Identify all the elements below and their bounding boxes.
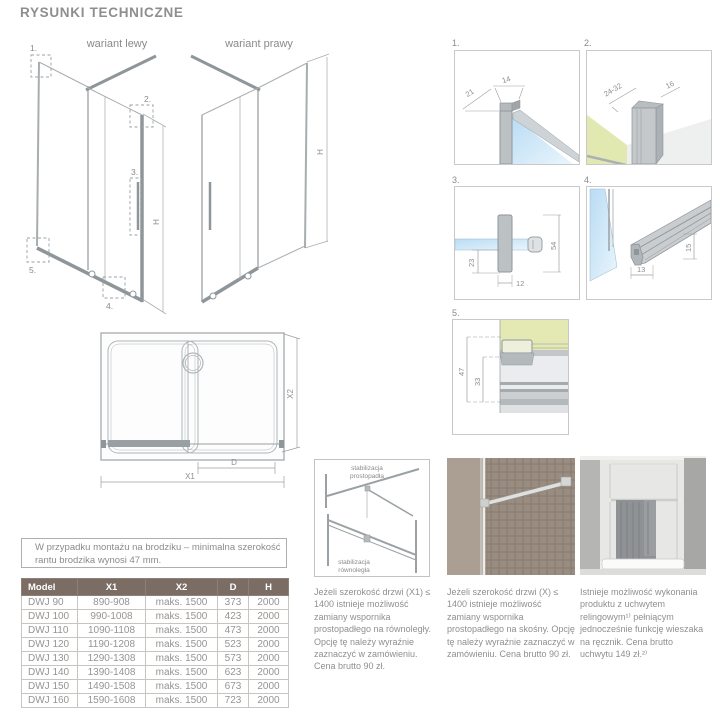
table-cell: 1190-1208 (78, 638, 146, 652)
stab-perpendicular-label-2: prostopadła (350, 473, 384, 480)
detail-1-dim-21: 21 (463, 86, 476, 99)
dim-h-left: H (152, 219, 161, 225)
stab-parallel-label-1: stabilizacja (338, 559, 370, 566)
table-cell: maks. 1500 (146, 694, 218, 708)
page-title: RYSUNKI TECHNICZNE (20, 5, 184, 20)
detail-3-box (454, 186, 580, 300)
table-cell: 2000 (249, 652, 289, 666)
table-cell: 523 (218, 638, 249, 652)
table-cell: DWJ 160 (22, 694, 78, 708)
table-cell: DWJ 140 (22, 666, 78, 680)
detail-3-drawing (455, 187, 579, 299)
detail-4-box (586, 186, 712, 300)
callout-4: 4. (106, 301, 114, 311)
table-header-h: H (249, 579, 289, 596)
table-cell: DWJ 120 (22, 638, 78, 652)
callout-1: 1. (30, 43, 38, 53)
table-row (22, 666, 289, 680)
towel-rail-photo (580, 456, 706, 575)
table-cell: 2000 (249, 596, 289, 610)
table-row (22, 652, 289, 666)
table-row (22, 694, 289, 708)
table-cell: 890-908 (78, 596, 146, 610)
table-cell: maks. 1500 (146, 666, 218, 680)
table-cell: 623 (218, 666, 249, 680)
detail-4-number: 4. (584, 175, 592, 185)
detail-2-box (586, 50, 712, 165)
detail-1-drawing (455, 51, 579, 164)
table-cell: 1290-1308 (78, 652, 146, 666)
table-row (22, 624, 289, 638)
table-cell: 2000 (249, 624, 289, 638)
table-cell: maks. 1500 (146, 652, 218, 666)
table-cell: DWJ 90 (22, 596, 78, 610)
table-header-row (22, 579, 289, 596)
table-cell: 723 (218, 694, 249, 708)
detail-5-dim-47: 47 (457, 367, 466, 376)
callout-3: 3. (131, 167, 139, 177)
table-cell: 2000 (249, 680, 289, 694)
detail-3-number: 3. (452, 175, 460, 185)
table-cell: 2000 (249, 610, 289, 624)
table-cell: 990-1008 (78, 610, 146, 624)
footnote-angled-option: Jeżeli szerokość drzwi (X) ≤ 1400 istnieje możliwość zamiany wspornika prostopadłego na skośny. Opcję tę należy wyraźnie zaznaczyć w zamówieniu. Cena brutto 90 zł. (447, 587, 575, 660)
table-cell: 2000 (249, 694, 289, 708)
footnote-parallel-option: Jeżeli szerokość drzwi (X1) ≤ 1400 istnieje możliwość zamiany wspornika prostopadłego na równoległy. Opcję tę należy wyraźnie zaznaczyć w zamówieniu. Cena brutto 90 zł. (314, 587, 431, 672)
table-cell: maks. 1500 (146, 624, 218, 638)
table-cell: 373 (218, 596, 249, 610)
detail-1-dim-14: 14 (500, 74, 512, 86)
table-cell: maks. 1500 (146, 638, 218, 652)
variant-drawings (20, 30, 440, 325)
table-cell: 473 (218, 624, 249, 638)
table-row (22, 596, 289, 610)
top-view-drawing (85, 322, 320, 512)
callout-5: 5. (29, 265, 37, 275)
detail-5-box (452, 319, 569, 435)
variant-right-label: wariant prawy (225, 38, 293, 50)
table-header-x1: X1 (78, 579, 146, 596)
table-cell: DWJ 130 (22, 652, 78, 666)
table-row (22, 638, 289, 652)
dim-d: D (231, 458, 237, 467)
table-cell: 1090-1108 (78, 624, 146, 638)
table-header-d: D (218, 579, 249, 596)
stabilization-drawing (315, 460, 429, 576)
detail-2-drawing (587, 51, 711, 164)
table-cell: 1590-1608 (78, 694, 146, 708)
door-rail-bar (108, 440, 190, 447)
callout-2: 2. (144, 94, 152, 104)
detail-3-dim-54: 54 (549, 241, 558, 250)
table-body (22, 596, 289, 708)
detail-4-dim-13: 13 (637, 265, 646, 274)
detail-5-number: 5. (452, 308, 460, 318)
mounting-note: W przypadku montażu na brodziku – minimalna szerokość rantu brodzika wynosi 47 mm. (21, 538, 287, 568)
table-cell: maks. 1500 (146, 596, 218, 610)
detail-2-dim-16: 16 (664, 78, 676, 91)
table-header-x2: X2 (146, 579, 218, 596)
dim-x1: X1 (185, 472, 195, 481)
dim-h-right: H (316, 149, 325, 155)
stab-parallel-label-2: równoległa (338, 567, 370, 574)
table-cell: 673 (218, 680, 249, 694)
table-row (22, 610, 289, 624)
table-header-model: Model (22, 579, 78, 596)
detail-3-dim-23: 23 (467, 258, 476, 267)
detail-3-dim-12: 12 (516, 279, 525, 288)
table-cell: DWJ 150 (22, 680, 78, 694)
table-cell: maks. 1500 (146, 610, 218, 624)
support-bar-photo (447, 458, 575, 575)
table-cell: 1390-1408 (78, 666, 146, 680)
detail-4-drawing (587, 187, 711, 299)
detail-5-dim-33: 33 (473, 377, 482, 386)
table-cell: DWJ 110 (22, 624, 78, 638)
table-cell: 2000 (249, 666, 289, 680)
stabilization-box (314, 459, 430, 577)
table-row (22, 680, 289, 694)
table-cell: 573 (218, 652, 249, 666)
detail-1-box (454, 50, 580, 165)
table-cell: 1490-1508 (78, 680, 146, 694)
dim-x2: X2 (286, 389, 295, 399)
table-cell: maks. 1500 (146, 680, 218, 694)
dimensions-table (21, 578, 289, 708)
detail-2-number: 2. (584, 38, 592, 48)
variant-left-label: wariant lewy (86, 38, 148, 50)
table-cell: DWJ 100 (22, 610, 78, 624)
variant-right-drawing (191, 54, 329, 302)
detail-2-dim-24-32: 24-32 (602, 81, 624, 99)
detail-4-dim-15: 15 (684, 243, 693, 252)
table-cell: 423 (218, 610, 249, 624)
detail-5-drawing (453, 320, 568, 434)
table-cell: 2000 (249, 638, 289, 652)
detail-1-number: 1. (452, 38, 460, 48)
stab-perpendicular-label-1: stabilizacja (351, 465, 383, 472)
footnote-towel-rail-option: Istnieje możliwość wykonania produktu z uchwytem relingowym¹⁾ pełniącym jednocześnie funkcję wieszaka na ręcznik. Cena brutto uchwytu 149 zł.²⁾ (580, 587, 704, 660)
